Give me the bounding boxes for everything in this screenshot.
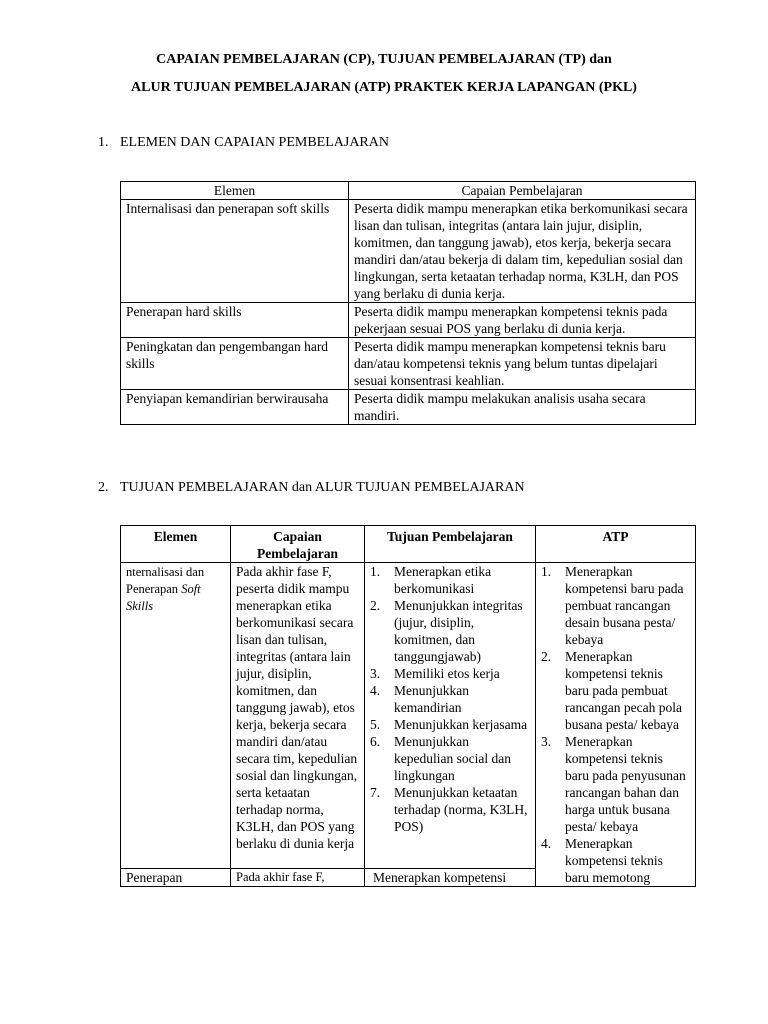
elemen-cell: Internalisasi dan penerapan soft skills bbox=[121, 200, 349, 303]
table-row bbox=[121, 563, 696, 869]
section-2-title: TUJUAN PEMBELAJARAN dan ALUR TUJUAN PEMBELAJARAN bbox=[120, 480, 525, 495]
section-2-heading bbox=[98, 480, 525, 496]
list-item: 3. Menerapkan kompetensi teknis baru pada penyusunan rancangan bahan dan harga untuk busana pesta/ kebaya bbox=[541, 734, 686, 834]
atp-cell bbox=[536, 563, 696, 887]
document-title-line-1: CAPAIAN PEMBELAJARAN (CP), TUJUAN PEMBELAJARAN (TP) dan bbox=[156, 52, 612, 67]
list-item: 6. Menunjukkan kepedulian social dan lingkungan bbox=[370, 734, 511, 783]
list-item: 2. Menunjukkan integritas (jujur, disiplin, komitmen, dan tanggungjawab) bbox=[370, 598, 523, 664]
list-item: 5. Menunjukkan kerjasama bbox=[370, 717, 528, 732]
elemen-cell: Penyiapan kemandirian berwirausaha bbox=[121, 390, 349, 425]
elemen-cell: Penerapan bbox=[121, 869, 231, 887]
tp-cell bbox=[365, 563, 536, 869]
section-1-number: 1. bbox=[98, 135, 109, 150]
cp-cell: Peserta didik mampu menerapkan etika berkomunikasi secara lisan dan tulisan, integritas (antara lain jujur, disiplin, komitmen, dan tanggung jawab), etos kerja, bekerja secara mandiri dan/atau bekerja di dalam tim, kepedulian sosial dan lingkungan, serta ketaatan terhadap norma, K3LH, dan POS yang berlaku di dunia kerja. bbox=[349, 200, 696, 303]
list-item: 1. Menerapkan kompetensi baru pada pembuat rancangan desain busana pesta/ kebaya bbox=[541, 564, 684, 647]
section-1-title: ELEMEN DAN CAPAIAN PEMBELAJARAN bbox=[120, 135, 389, 150]
list-item: 7. Menunjukkan ketaatan terhadap (norma, K3LH, POS) bbox=[370, 785, 528, 834]
table-row bbox=[121, 338, 696, 390]
table-row bbox=[121, 200, 696, 303]
list-item: 4. Menerapkan kompetensi teknis baru memotong bbox=[541, 836, 663, 885]
tp-atp-table bbox=[120, 525, 696, 887]
list-item: 2. Menerapkan kompetensi teknis baru pada pembuat rancangan pecah pola busana pesta/ kebaya bbox=[541, 649, 682, 732]
list-item: 1. Menerapkan etika berkomunikasi bbox=[370, 564, 492, 596]
table-row bbox=[121, 390, 696, 425]
header-atp: ATP bbox=[536, 526, 696, 563]
elemen-cell bbox=[121, 563, 231, 869]
header-elemen: Elemen bbox=[121, 182, 349, 200]
elemen-cp-table bbox=[120, 181, 696, 425]
table-header-row bbox=[121, 182, 696, 200]
document-title-line-2: ALUR TUJUAN PEMBELAJARAN (ATP) PRAKTEK KERJA LAPANGAN (PKL) bbox=[131, 80, 637, 95]
section-2-number: 2. bbox=[98, 480, 109, 495]
header-capaian-pembelajaran: Capaian Pembelajaran bbox=[349, 182, 696, 200]
tp-list bbox=[370, 563, 530, 835]
elemen-italic-text: Soft Skills bbox=[126, 582, 201, 613]
header-tujuan-pembelajaran: Tujuan Pembelajaran bbox=[365, 526, 536, 563]
list-item: 4. Menunjukkan kemandirian bbox=[370, 683, 469, 715]
cp-cell: Pada akhir fase F, peserta didik mampu menerapkan etika berkomunikasi secara lisan dan tulisan, integritas (antara lain jujur, disiplin, komitmen, dan tanggung jawab), etos kerja, bekerja secara mandiri dan/atau secara tim, kepedulian sosial dan lingkungan, serta ketaatan terhadap norma, K3LH, dan POS yang berlaku di dunia kerja bbox=[231, 563, 365, 869]
cp-cell: Peserta didik mampu melakukan analisis usaha secara mandiri. bbox=[349, 390, 696, 425]
table-row bbox=[121, 303, 696, 338]
table-header-row bbox=[121, 526, 696, 563]
tp-cell: Menerapkan kompetensi bbox=[365, 869, 536, 887]
elemen-text: nternalisasi dan Penerapan bbox=[126, 565, 205, 596]
cp-cell: Peserta didik mampu menerapkan kompetensi teknis pada pekerjaan sesuai POS yang berlaku di dunia kerja. bbox=[349, 303, 696, 338]
elemen-cell: Penerapan hard skills bbox=[121, 303, 349, 338]
elemen-cell: Peningkatan dan pengembangan hard skills bbox=[121, 338, 349, 390]
cp-cell: Pada akhir fase F, bbox=[231, 869, 365, 887]
header-capaian-pembelajaran: Capaian Pembelajaran bbox=[231, 526, 365, 563]
list-item: 3. Memiliki etos kerja bbox=[370, 666, 500, 681]
header-elemen: Elemen bbox=[121, 526, 231, 563]
atp-list bbox=[541, 563, 690, 886]
cp-cell: Peserta didik mampu menerapkan kompetensi teknis baru dan/atau kompetensi teknis yang belum tuntas dipelajari sesuai konsentrasi keahlian. bbox=[349, 338, 696, 390]
section-1-heading bbox=[98, 135, 389, 151]
